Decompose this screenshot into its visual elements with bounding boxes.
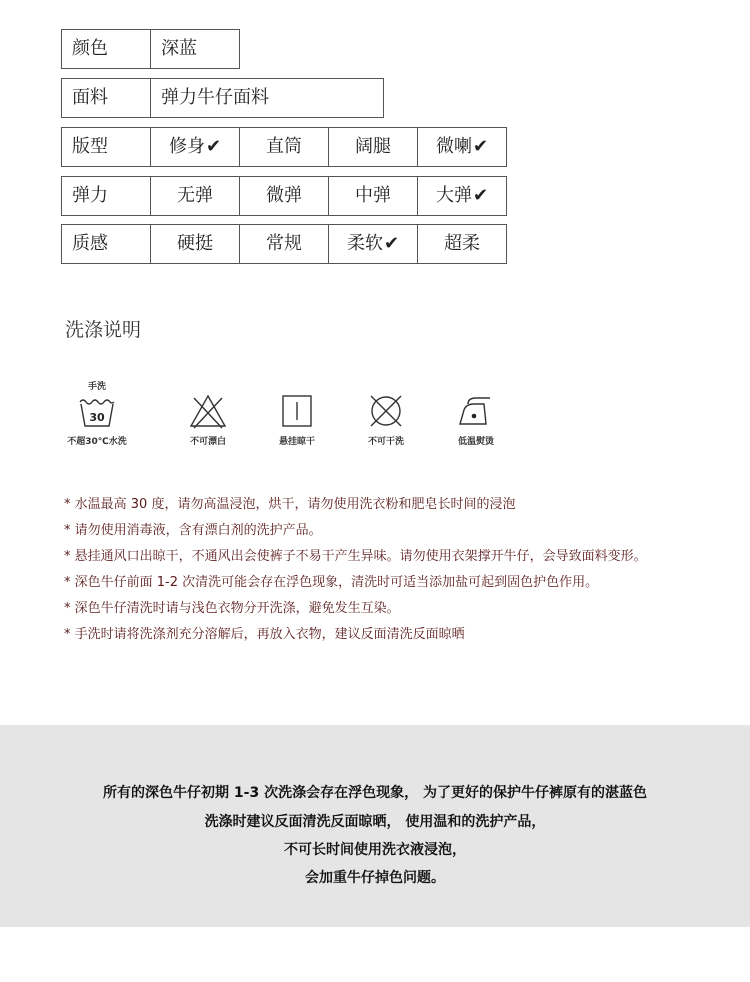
hand-wash-top-label: 手洗 bbox=[87, 382, 106, 392]
no-bleach-caption: 不可漂白 bbox=[189, 437, 226, 447]
stretch-option: 大弹✔ bbox=[417, 176, 507, 216]
check-icon: ✔ bbox=[205, 136, 222, 157]
notice-band bbox=[0, 725, 750, 927]
fabric-value: 弹力牛仔面料 bbox=[150, 78, 384, 118]
texture-label: 质感 bbox=[61, 224, 151, 264]
iron-icon bbox=[456, 394, 496, 430]
svg-text:30: 30 bbox=[89, 411, 105, 424]
check-icon: ✔ bbox=[472, 136, 489, 157]
fit-option: 直筒 bbox=[239, 127, 329, 167]
notice-line: 所有的深色牛仔初期 1-3 次洗涤会存在浮色现象， 为了更好的保护牛仔裤原有的湛蓝色 bbox=[103, 785, 647, 801]
no-dry-clean-icon bbox=[366, 394, 406, 430]
notice-line: 洗涤时建议反面清洗反面晾晒， 使用温和的洗护产品， bbox=[204, 814, 546, 830]
texture-option: 常规 bbox=[239, 224, 329, 264]
hand-wash-caption: 不超30℃水洗 bbox=[67, 437, 127, 447]
notice-line: 会加重牛仔掉色问题。 bbox=[305, 870, 445, 886]
wash-section-title: 洗涤说明 bbox=[65, 319, 142, 341]
hang-dry-icon bbox=[277, 394, 317, 430]
no-dry-clean-item bbox=[341, 380, 431, 447]
fit-option: 修身✔ bbox=[150, 127, 240, 167]
no-dry-clean-caption: 不可干洗 bbox=[367, 437, 404, 447]
care-note: * 请勿使用消毒液，含有漂白剂的洗护产品。 bbox=[64, 523, 322, 538]
fit-option: 阔腿 bbox=[328, 127, 418, 167]
texture-option: 超柔 bbox=[417, 224, 507, 264]
care-note: * 手洗时请将洗涤剂充分溶解后，再放入衣物，建议反面清洗反面晾晒 bbox=[64, 627, 465, 642]
fit-label: 版型 bbox=[61, 127, 151, 167]
fabric-label: 面料 bbox=[61, 78, 151, 118]
hang-dry-item bbox=[252, 380, 342, 447]
stretch-option: 中弹 bbox=[328, 176, 418, 216]
low-iron-item bbox=[431, 380, 521, 447]
hand-wash-icon bbox=[77, 394, 117, 430]
care-note: * 水温最高 30 度，请勿高温浸泡，烘干，请勿使用洗衣粉和肥皂长时间的浸泡 bbox=[64, 497, 516, 512]
stretch-option: 微弹 bbox=[239, 176, 329, 216]
check-icon: ✔ bbox=[472, 185, 489, 206]
hand-wash-item bbox=[52, 380, 142, 447]
notice-line: 不可长时间使用洗衣液浸泡， bbox=[284, 842, 466, 858]
color-label: 颜色 bbox=[61, 29, 151, 69]
care-note: * 悬挂通风口出晾干，不通风出会使裤子不易干产生异味。请勿使用衣架撑开牛仔，会导致面料变形。 bbox=[64, 549, 647, 564]
stretch-label: 弹力 bbox=[61, 176, 151, 216]
stretch-option: 无弹 bbox=[150, 176, 240, 216]
fit-option: 微喇✔ bbox=[417, 127, 507, 167]
color-value: 深蓝 bbox=[150, 29, 240, 69]
texture-option: 硬挺 bbox=[150, 224, 240, 264]
no-bleach-item bbox=[163, 380, 253, 447]
texture-option: 柔软✔ bbox=[328, 224, 418, 264]
care-note: * 深色牛仔前面 1-2 次清洗可能会存在浮色现象，清洗时可适当添加盐可起到固色护色作用。 bbox=[64, 575, 599, 590]
check-icon: ✔ bbox=[383, 233, 400, 254]
low-iron-caption: 低温熨烫 bbox=[457, 437, 494, 447]
no-bleach-icon bbox=[188, 394, 228, 430]
care-note: * 深色牛仔清洗时请与浅色衣物分开洗涤，避免发生互染。 bbox=[64, 601, 400, 616]
hang-dry-caption: 悬挂晾干 bbox=[278, 437, 315, 447]
